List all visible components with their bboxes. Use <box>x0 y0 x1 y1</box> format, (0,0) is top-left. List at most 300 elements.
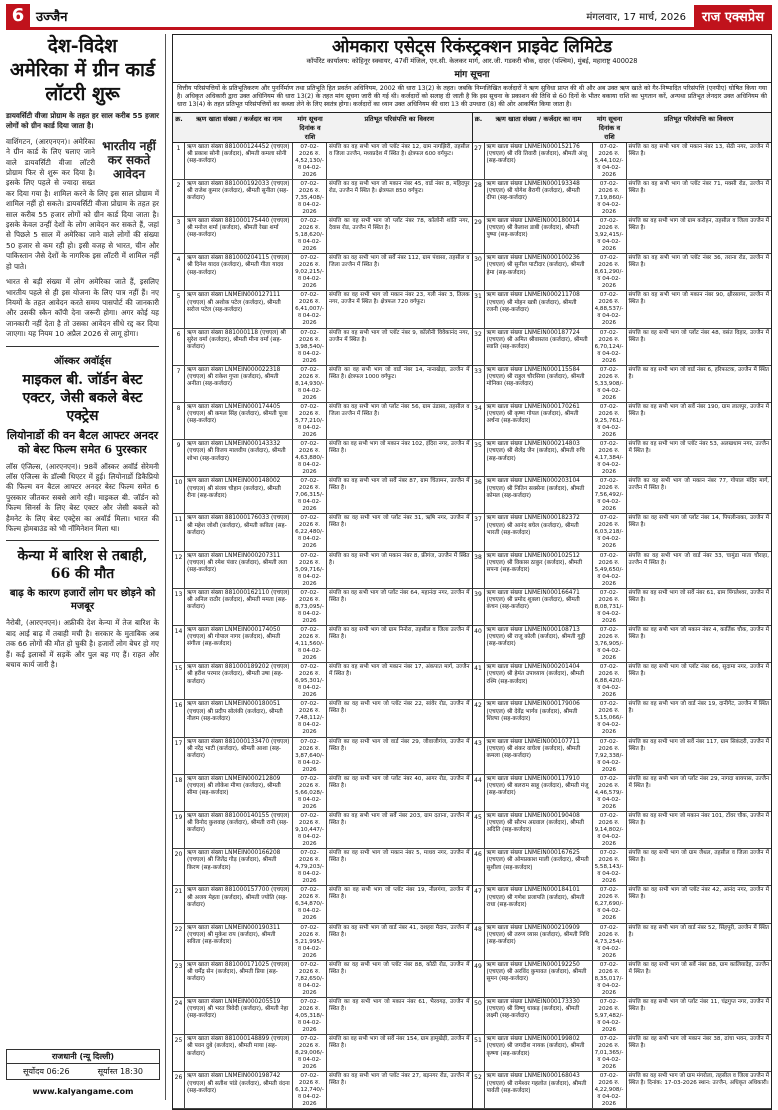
cell-desc: संपत्ति का वह सभी भाग जो मकान नंबर 23, गली नंबर 3, तिलक नगर, उज्जैन में स्थित है। क्षेत्रफल 720 वर्गफुट। <box>329 292 470 306</box>
city-name: उज्जैन <box>36 9 68 25</box>
cell-desc: संपत्ति का वह सभी भाग जो ग्राम निनोरा, तहसील व जिला उज्जैन में स्थित है। <box>329 627 470 641</box>
table-row <box>173 961 472 998</box>
cell-acc: ऋण खाता संख्या LNMEIN000115584 (एचएल) श्री राहुल चौरसिया (कर्जदार), श्रीमती मोनिका (सह-कर्जदार) <box>485 366 593 402</box>
section-kicker: देश-विदेश <box>47 35 118 57</box>
news-column <box>6 34 166 1100</box>
table-row <box>173 663 472 700</box>
cell-acc: ऋण खाता संख्या LNMEIN000102512 (एचएल) श्री विकास ठाकुर (कर्जदार), श्रीमती सपना (सह-कर्जदार) <box>485 552 593 588</box>
cell-acc: ऋण खाता संख्या 881000175440 (एचएल) श्री मनोज शर्मा (कर्जदार), श्रीमती रेखा शर्मा (सह-कर्जदार) <box>185 217 293 253</box>
cell-desc: संपत्ति का वह सभी भाग जो प्लॉट नंबर 78, कॉलोनी शांति नगर, देवास रोड, उज्जैन में स्थित है। <box>329 217 470 231</box>
story-greencard-text: वाशिंगटन, (आरएनएन)। अमेरिका ने ग्रीन कार्ड के लिए चलाए जाने वाले डायवर्सिटी वीजा लॉटरी प्रोग्राम फिर से शुरू कर दिया है। इसके लिए पहले से ज्यादा सख्त कर दिया गया है। शामिल करने के लिए इस साल प्रोग्राम में शामिल नहीं हो सकते। डायवर्सिटी वीजा प्रोग्राम के तहत हर साल करीब 55 हजार लोगों को ग्रीन कार्ड दिया जाता है। इसके केवल उन्हीं देशों के लोग आवेदन कर सकते हैं, जहां से पिछले 5 साल में अमेरिका जाने वाले लोगों की संख्या 50 हजार से कम रही हो। इसी वजह से भारत, चीन और पाकिस्तान जैसे देशों के नागरिक इस लॉटरी में शामिल नहीं हो पाते। <box>6 136 159 271</box>
cell-no: 10 <box>173 477 185 513</box>
cell-desc: संपत्ति का वह सभी भाग जो सर्वे नंबर 154, ग्राम हामूखेड़ी, उज्जैन में स्थित है। <box>329 1036 470 1050</box>
weather-box <box>6 1049 160 1080</box>
table-row <box>473 329 772 366</box>
table-row <box>173 329 472 366</box>
cell-acc: ऋण खाता संख्या LNMEIN000180051 (एचएल) श्री प्रदीप सोलंकी (कर्जदार), श्रीमती नीलम (सह-कर्जदार) <box>185 700 293 736</box>
header-no: क्र. <box>175 114 183 123</box>
cell-no: 27 <box>473 143 485 179</box>
cell-no: 12 <box>173 552 185 588</box>
table-row <box>473 143 772 180</box>
column-header <box>473 113 772 143</box>
cell-acc: ऋण खाता संख्या LNMEIN000173330 (एचएल) श्री विष्णु धाकड़ (कर्जदार), श्रीमती लक्ष्मी (सह-कर्जदार) <box>485 998 593 1034</box>
cell-no: 19 <box>173 812 185 848</box>
table-row <box>473 552 772 589</box>
cell-desc: संपत्ति का वह सभी भाग जो मकान नंबर 45, वार्ड नंबर 8, महिदपुर रोड, उज्जैन में स्थित है। क्षेत्रफल 850 वर्गफुट। <box>329 180 470 194</box>
table-row <box>173 700 472 737</box>
cell-desc: संपत्ति का वह सभी भाग जो प्लॉट नंबर 11, चंद्रगुप्त नगर, उज्जैन में स्थित है। <box>628 998 769 1012</box>
table-row <box>173 626 472 663</box>
cell-no: 39 <box>473 589 485 625</box>
issue-date: मंगलवार, 17 मार्च, 2026 <box>586 11 686 23</box>
cell-desc: संपत्ति का वह सभी भाग जो सर्वे नंबर 112, ग्राम पंवासा, तहसील व जिला उज्जैन में स्थित है। <box>329 255 470 269</box>
sunrise-time: सूर्योदय 06:26 <box>23 1067 70 1076</box>
header-account: ऋण खाता संख्या / कर्जदार का नाम <box>495 114 582 123</box>
table-row <box>473 514 772 551</box>
cell-acc: ऋण खाता संख्या LNMEIN000207311 (एचएल) श्री रमेश पंवार (कर्जदार), श्रीमती लता (सह-कर्जदार) <box>185 552 293 588</box>
cell-no: 26 <box>173 1072 185 1108</box>
table-row <box>473 812 772 849</box>
cell-date: 07-02-2026 रु. 5,21,995/- व 04-02-2026 <box>293 924 327 960</box>
cell-acc: ऋण खाता संख्या LNMEIN000190311 (एचएल) श्री मुकेश राय (कर्जदार), श्रीमती सविता (सह-कर्जदार) <box>185 924 293 960</box>
cell-date: 07-02-2026 रु. 9,10,447/- व 04-02-2026 <box>293 812 327 848</box>
cell-date: 07-02-2026 रु. 6,03,218/- व 04-02-2026 <box>593 514 627 550</box>
cell-date: 07-02-2026 रु. 8,14,930/- व 04-02-2026 <box>293 366 327 402</box>
cell-date: 07-02-2026 रु. 6,41,007/- व 04-02-2026 <box>293 291 327 327</box>
side-box: भारतीय नहीं कर सकते आवेदन <box>102 138 156 181</box>
table-row <box>173 1072 472 1109</box>
cell-acc: ऋण खाता संख्या LNMEIN000199802 (एचएल) श्री जगदीश नायक (कर्जदार), श्रीमती कृष्णा (सह-कर्जदार) <box>485 1035 593 1071</box>
cell-desc: संपत्ति का वह सभी भाग जो प्लॉट नंबर 56, ग्राम उंडासा, तहसील व जिला उज्जैन में स्थित है। <box>329 403 470 417</box>
cell-no: 44 <box>473 775 485 811</box>
cell-desc: संपत्ति का वह सभी भाग जो ग्राम मंगरोला, तहसील व जिला उज्जैन में स्थित है। दिनांक: 17-03-2026 स्थान: उज्जैन, अधिकृत अधिकारी। <box>628 1073 769 1087</box>
cell-desc: संपत्ति का वह सभी भाग जो वार्ड नंबर 52, सिंहपुरी, उज्जैन में स्थित है। <box>628 924 769 938</box>
table-row <box>473 886 772 923</box>
cell-desc: संपत्ति का वह सभी भाग जो मकान नंबर 77, गोपाल मंदिर मार्ग, उज्जैन में स्थित है। <box>628 478 769 492</box>
table-row <box>473 1072 772 1109</box>
cell-acc: ऋण खाता संख्या LNMEIN000210909 (एचएल) श्री तरुण व्यास (कर्जदार), श्रीमती निधि (सह-कर्जदार) <box>485 924 593 960</box>
cell-acc: ऋण खाता संख्या LNMEIN000166208 (एचएल) श्री जितेंद्र गौड़ (कर्जदार), श्रीमती किरण (सह-कर्जदार) <box>185 849 293 885</box>
cell-acc: ऋण खाता संख्या 881000162110 (एचएल) श्री अनिल राठौर (कर्जदार), श्रीमती ममता (सह-कर्जदार) <box>185 589 293 625</box>
table-row <box>473 440 772 477</box>
cell-acc: ऋण खाता संख्या 881000140155 (एचएल) श्री विनोद कुशवाह (कर्जदार), श्रीमती रानी (सह-कर्जदार) <box>185 812 293 848</box>
cell-acc: ऋण खाता संख्या LNMEIN000190408 (एचएल) श्री सौरभ अग्रवाल (कर्जदार), श्रीमती अदिति (सह-कर्जदार) <box>485 812 593 848</box>
cell-date: 07-02-2026 रु. 3,98,540/- व 04-02-2026 <box>293 329 327 365</box>
cell-date: 07-02-2026 रु. 4,52,130/- व 04-02-2026 <box>293 143 327 179</box>
cell-date: 07-02-2026 रु. 4,63,880/- व 04-02-2026 <box>293 440 327 476</box>
cell-no: 51 <box>473 1035 485 1071</box>
cell-desc: संपत्ति का वह सभी भाग जो प्लॉट नंबर 66, सुदामा नगर, उज्जैन में स्थित है। <box>628 664 769 678</box>
table-row <box>473 775 772 812</box>
cell-no: 52 <box>473 1072 485 1108</box>
cell-date: 07-02-2026 रु. 7,82,650/- व 04-02-2026 <box>293 961 327 997</box>
cell-acc: ऋण खाता संख्या 881000133470 (एचएल) श्री नरेंद्र भाटी (कर्जदार), श्रीमती आशा (सह-कर्जदार) <box>185 738 293 774</box>
table-row <box>473 217 772 254</box>
cell-no: 16 <box>173 700 185 736</box>
cell-date: 07-02-2026 रु. 4,79,203/- व 04-02-2026 <box>293 849 327 885</box>
cell-no: 6 <box>173 329 185 365</box>
cell-date: 07-02-2026 रु. 4,17,384/- व 04-02-2026 <box>593 440 627 476</box>
cell-date: 07-02-2026 रु. 7,19,860/- व 04-02-2026 <box>593 180 627 216</box>
cell-date: 07-02-2026 रु. 4,05,318/- व 04-02-2026 <box>293 998 327 1034</box>
cell-no: 31 <box>473 291 485 327</box>
cell-no: 17 <box>173 738 185 774</box>
headline-greencard: अमेरिका में ग्रीन कार्ड लॉटरी शुरू <box>9 59 156 105</box>
cell-date: 07-02-2026 रु. 3,76,905/- व 04-02-2026 <box>593 626 627 662</box>
cell-date: 07-02-2026 रु. 4,46,579/- व 04-02-2026 <box>593 775 627 811</box>
cell-desc: संपत्ति का वह सभी भाग जो सर्वे नंबर 117, ग्राम सिकंदरी, उज्जैन में स्थित है। <box>628 738 769 752</box>
cell-date: 07-02-2026 रु. 8,29,006/- व 04-02-2026 <box>293 1035 327 1071</box>
table-row <box>173 886 472 923</box>
cell-no: 15 <box>173 663 185 699</box>
cell-acc: ऋण खाता संख्या LNMEIN000192250 (एचएल) श्री अरविंद कुमावत (कर्जदार), श्रीमती सुमन (सह-कर्जदार) <box>485 961 593 997</box>
table-row <box>173 924 472 961</box>
cell-no: 40 <box>473 626 485 662</box>
rows-left <box>173 143 472 1110</box>
cell-no: 23 <box>173 961 185 997</box>
cell-date: 07-02-2026 रु. 6,12,740/- व 04-02-2026 <box>293 1072 327 1108</box>
table-row <box>473 738 772 775</box>
cell-desc: संपत्ति का वह सभी भाग जो सर्वे नंबर 87, ग्राम चिंतामन, उज्जैन में स्थित है। <box>329 478 470 492</box>
cell-desc: संपत्ति का वह सभी भाग जो मकान नंबर 17, अंकपात मार्ग, उज्जैन में स्थित है। <box>329 664 470 678</box>
cell-acc: ऋण खाता संख्या 881000176033 (एचएल) श्री महेश जोशी (कर्जदार), श्रीमती कविता (सह-कर्जदार) <box>185 514 293 550</box>
cell-date: 07-02-2026 रु. 4,73,254/- व 04-02-2026 <box>593 924 627 960</box>
cell-no: 50 <box>473 998 485 1034</box>
cell-no: 9 <box>173 440 185 476</box>
cell-acc: ऋण खाता संख्या LNMEIN000211708 (एचएल) श्री मोहन खत्री (कर्जदार), श्रीमती रजनी (सह-कर्जदार) <box>485 291 593 327</box>
cell-acc: ऋण खाता संख्या 881000118 (एचएल) श्री सुरेश वर्मा (कर्जदार), श्रीमती मीना वर्मा (सह-कर्जदार) <box>185 329 293 365</box>
cell-no: 1 <box>173 143 185 179</box>
header-account: ऋण खाता संख्या / कर्जदार का नाम <box>196 114 282 123</box>
cell-date: 07-02-2026 रु. 6,27,690/- व 04-02-2026 <box>593 886 627 922</box>
cell-desc: संपत्ति का वह सभी भाग जो सर्वे नंबर 88, ग्राम कालियादेह, उज्जैन में स्थित है। <box>628 961 769 975</box>
cell-no: 4 <box>173 254 185 290</box>
cell-acc: ऋण खाता संख्या LNMEIN000201404 (एचएल) श्री हेमंत उपाध्याय (कर्जदार), श्रीमती रश्मि (सह-कर्जदार) <box>485 663 593 699</box>
table-row <box>473 924 772 961</box>
cell-date: 07-02-2026 रु. 8,61,290/- व 04-02-2026 <box>593 254 627 290</box>
cell-desc: संपत्ति का वह सभी भाग जो सर्वे नंबर 190, ग्राम लालपुर, उज्जैन में स्थित है। <box>628 403 769 417</box>
cell-acc: ऋण खाता संख्या 881000189202 (एचएल) श्री हरीश परमार (कर्जदार), श्रीमती उषा (सह-कर्जदार) <box>185 663 293 699</box>
weather-title: राजधानी (न्यू दिल्ली) <box>7 1050 159 1064</box>
cell-acc: ऋण खाता संख्या LNMEIN000100236 (एचएल) श्री सुनील पाटीदार (कर्जदार), श्रीमती हेमा (सह-कर्जदार) <box>485 254 593 290</box>
section-tag-oscar: ऑस्कर अवॉर्ड्स <box>53 355 112 367</box>
notice-column-left <box>172 113 473 1110</box>
cell-desc: संपत्ति का वह सभी भाग जो प्लॉट नंबर 12, ग्राम नागझिरी, तहसील व जिला उज्जैन, मध्यप्रदेश में स्थित है। क्षेत्रफल 600 वर्गफुट। <box>329 143 470 157</box>
newspaper-brand: राज एक्सप्रेस <box>694 5 772 27</box>
table-row <box>173 217 472 254</box>
table-row <box>473 961 772 998</box>
table-row <box>173 738 472 775</box>
subhead-oscar: लियोनार्डो की वन बैटल आफ्टर अनदर को बेस्ट फिल्म समेत 6 पुरस्कार <box>6 428 159 456</box>
cell-desc: संपत्ति का वह सभी भाग जो ग्राम जैथल, तहसील व जिला उज्जैन में स्थित है। <box>628 850 769 864</box>
cell-no: 42 <box>473 700 485 736</box>
divider <box>6 540 159 541</box>
cell-desc: संपत्ति का वह सभी भाग जो मकान नंबर 8, फ्रीगंज, उज्जैन में स्थित है। <box>329 552 470 566</box>
notice-column-right <box>473 113 773 1110</box>
cell-no: 22 <box>173 924 185 960</box>
cell-acc: ऋण खाता संख्या LNMEIN000205519 (एचएल) श्री भरत त्रिवेदी (कर्जदार), श्रीमती नेहा (सह-कर्जदार) <box>185 998 293 1034</box>
cell-date: 07-02-2026 रु. 7,01,365/- व 04-02-2026 <box>593 1035 627 1071</box>
cell-acc: ऋण खाता संख्या LNMEIN000127111 (एचएल) श्री अशोक पटेल (कर्जदार), श्रीमती सरोज पटेल (सह-कर्जदार) <box>185 291 293 327</box>
cell-date: 07-02-2026 रु. 6,95,301/- व 04-02-2026 <box>293 663 327 699</box>
notice-intro: वित्तीय परिसंपत्तियों के प्रतिभूतिकरण और पुनर्निर्माण तथा प्रतिभूति हित प्रवर्तन अधिनियम, 2002 की धारा 13(2) के तहत। जबकि निम्नलिखित कर्जदारों ने ऋण सुविधा प्राप्त की थी और अब उक्त ऋण खाते को गैर-निष्पादित परिसंपत्ति (एनपीए) घोषित किया गया है। अधिकृत अधिकारी द्वारा उक्त अधिनियम की धारा 13(2) के तहत मांग सूचना जारी की गई थी। कर्जदारों को सलाह दी जाती है कि इस सूचना के प्रकाशन की तिथि से 60 दिनों के भीतर बकाया राशि का भुगतान करें, अन्यथा प्रतिभूत लेनदार उक्त अधिनियम की धारा 13(4) के तहत प्रतिभूत परिसंपत्तियों का कब्जा लेने के लिए स्वतंत्र होगा। कर्जदारों का ध्यान उक्त अधिनियम की धारा 13 की उपधारा (8) की ओर आकर्षित किया जाता है। <box>172 83 772 113</box>
cell-desc: संपत्ति का वह सभी भाग जो ग्राम करोहन, तहसील व जिला उज्जैन में स्थित है। <box>628 217 769 231</box>
cell-date: 07-02-2026 रु. 6,34,870/- व 04-02-2026 <box>293 886 327 922</box>
cell-date: 07-02-2026 रु. 9,02,215/- व 04-02-2026 <box>293 254 327 290</box>
table-row <box>173 849 472 886</box>
cell-desc: संपत्ति का वह सभी भाग जो सर्वे नंबर 61, ग्राम पिंगलेश्वर, उज्जैन में स्थित है। <box>628 589 769 603</box>
cell-date: 07-02-2026 रु. 5,09,716/- व 04-02-2026 <box>293 552 327 588</box>
table-row <box>173 775 472 812</box>
cell-no: 11 <box>173 514 185 550</box>
company-name: ओमकारा एसेट्स रिकंस्ट्रक्शन प्राइवेट लिमिटेड <box>331 37 613 57</box>
cell-date: 07-02-2026 रु. 4,22,908/- व 04-02-2026 <box>593 1072 627 1108</box>
cell-date: 07-02-2026 रु. 7,06,315/- व 04-02-2026 <box>293 477 327 513</box>
table-row <box>473 403 772 440</box>
subhead-greencard: डायवर्सिटी वीजा प्रोग्राम के तहत हर साल करीब 55 हजार लोगों को ग्रीन कार्ड दिया जाता है। <box>6 111 159 131</box>
cell-no: 36 <box>473 477 485 513</box>
rows-right <box>473 143 772 1110</box>
table-row <box>173 514 472 551</box>
cell-date: 07-02-2026 रु. 5,77,210/- व 04-02-2026 <box>293 403 327 439</box>
cell-acc: ऋण खाता संख्या LNMEIN000212809 (एचएल) श्री लोकेश मीणा (कर्जदार), श्रीमती सीमा (सह-कर्जदार) <box>185 775 293 811</box>
cell-acc: ऋण खाता संख्या 881000148899 (एचएल) श्री पवन दुबे (कर्जदार), श्रीमती माया (सह-कर्जदार) <box>185 1035 293 1071</box>
cell-desc: संपत्ति का वह सभी भाग जो प्लॉट नंबर 14, पिपलीनाका, उज्जैन में स्थित है। <box>628 515 769 529</box>
table-row <box>173 291 472 328</box>
cell-date: 07-02-2026 रु. 3,87,640/- व 04-02-2026 <box>293 738 327 774</box>
cell-no: 8 <box>173 403 185 439</box>
cell-desc: संपत्ति का वह सभी भाग जो मकान नंबर 101, टॉवर चौक, उज्जैन में स्थित है। <box>628 812 769 826</box>
cell-date: 07-02-2026 रु. 7,35,408/- व 04-02-2026 <box>293 180 327 216</box>
table-row <box>473 663 772 700</box>
cell-acc: ऋण खाता संख्या LNMEIN000174050 (एचएल) श्री गोपाल नागर (कर्जदार), श्रीमती संगीता (सह-कर्जदार) <box>185 626 293 662</box>
cell-no: 29 <box>473 217 485 253</box>
cell-no: 7 <box>173 366 185 402</box>
cell-date: 07-02-2026 रु. 9,25,761/- व 04-02-2026 <box>593 403 627 439</box>
cell-desc: संपत्ति का वह सभी भाग जो प्लॉट नंबर 48, वसंत विहार, उज्जैन में स्थित है। <box>628 329 769 343</box>
cell-acc: ऋण खाता संख्या LNMEIN000143332 (एचएल) श्री विजय मालवीय (कर्जदार), श्रीमती शोभा (सह-कर्जदार) <box>185 440 293 476</box>
cell-desc: संपत्ति का वह सभी भाग जो वार्ड नंबर 41, दशहरा मैदान, उज्जैन में स्थित है। <box>329 924 470 938</box>
cell-date: 07-02-2026 रु. 4,88,537/- व 04-02-2026 <box>593 291 627 327</box>
cell-acc: ऋण खाता संख्या LNMEIN000184101 (एचएल) श्री गणेश प्रजापति (कर्जदार), श्रीमती राधा (सह-कर्जदार) <box>485 886 593 922</box>
cell-desc: संपत्ति का वह सभी भाग जो प्लॉट नंबर 29, नागदा बायपास, उज्जैन में स्थित है। <box>628 775 769 789</box>
table-row <box>473 626 772 663</box>
story-greencard-cont: भारत से बड़ी संख्या में लोग अमेरिका जाते हैं, इसलिए भारतीय पहले से ही इस योजना के लिए पात्र नहीं हैं। नए नियमों के तहत आवेदन करते समय पासपोर्ट की जानकारी और उसकी स्कैन कॉपी देना जरूरी होगा। अगर कोई यह जानकारी नहीं देता है तो उसका आवेदन सीधे रद्द कर दिया जाएगा। यह नियम 10 अप्रैल 2026 से लागू होगा। <box>6 277 159 339</box>
cell-desc: संपत्ति का वह सभी भाग जो वार्ड नंबर 6, हरिफाटक, उज्जैन में स्थित है। <box>628 366 769 380</box>
cell-desc: संपत्ति का वह सभी भाग जो प्लॉट नंबर 40, आगर रोड, उज्जैन में स्थित है। <box>329 775 470 789</box>
cell-acc: ऋण खाता संख्या 881000157700 (एचएल) श्री अजय मेहता (कर्जदार), श्रीमती ज्योति (सह-कर्जदार) <box>185 886 293 922</box>
cell-no: 21 <box>173 886 185 922</box>
notice-title: मांग सूचना <box>454 70 490 80</box>
header-date: मांग सूचना दिनांक व राशि <box>596 114 623 141</box>
cell-acc: ऋण खाता संख्या LNMEIN000148002 (एचएल) श्री संजय चौहान (कर्जदार), श्रीमती रीना (सह-कर्जदार) <box>185 477 293 513</box>
cell-desc: संपत्ति का वह सभी भाग जो प्लॉट नंबर 64, महानंदा नगर, उज्जैन में स्थित है। <box>329 589 470 603</box>
cell-desc: संपत्ति का वह सभी भाग जो प्लॉट नंबर 71, मक्सी रोड, उज्जैन में स्थित है। <box>628 180 769 194</box>
cell-date: 07-02-2026 रु. 5,58,143/- व 04-02-2026 <box>593 849 627 885</box>
cell-no: 37 <box>473 514 485 550</box>
cell-desc: संपत्ति का वह सभी भाग जो मकान नंबर 90, क्षीरसागर, उज्जैन में स्थित है। <box>628 292 769 306</box>
cell-date: 07-02-2026 रु. 6,22,480/- व 04-02-2026 <box>293 514 327 550</box>
cell-acc: ऋण खाता संख्या LNMEIN000022318 (एचएल) श्री राकेश गुप्ता (कर्जदार), श्रीमती अनीता (सह-कर्जदार) <box>185 366 293 402</box>
cell-no: 14 <box>173 626 185 662</box>
cell-no: 38 <box>473 552 485 588</box>
cell-acc: ऋण खाता संख्या LNMEIN000108713 (एचएल) श्री राजू कोली (कर्जदार), श्रीमती गुड्डी (सह-कर्जदार) <box>485 626 593 662</box>
cell-acc: ऋण खाता संख्या LNMEIN000193348 (एचएल) श्री योगेश बैरागी (कर्जदार), श्रीमती दीपा (सह-कर्जदार) <box>485 180 593 216</box>
cell-no: 28 <box>473 180 485 216</box>
cell-desc: संपत्ति का वह सभी भाग जो मकान नंबर 13, सेठी नगर, उज्जैन में स्थित है। <box>628 143 769 157</box>
cell-acc: ऋण खाता संख्या LNMEIN000179006 (एचएल) श्री देवेंद्र भार्गव (कर्जदार), श्रीमती शिल्पा (सह-कर्जदार) <box>485 700 593 736</box>
cell-date: 07-02-2026 रु. 3,92,415/- व 04-02-2026 <box>593 217 627 253</box>
cell-acc: ऋण खाता संख्या LNMEIN000182372 (एचएल) श्री आनंद बघेल (कर्जदार), श्रीमती भारती (सह-कर्जदार) <box>485 514 593 550</box>
cell-acc: ऋण खाता संख्या LNMEIN000166471 (एचएल) श्री प्रमोद शुक्ला (कर्जदार), श्रीमती कंचन (सह-कर्जदार) <box>485 589 593 625</box>
cell-date: 07-02-2026 रु. 7,48,112/- व 04-02-2026 <box>293 700 327 736</box>
table-row <box>473 254 772 291</box>
cell-acc: ऋण खाता संख्या LNMEIN000168043 (एचएल) श्री रामेश्वर गहलोत (कर्जदार), श्रीमती पार्वती (सह-कर्जदार) <box>485 1072 593 1108</box>
table-row <box>173 403 472 440</box>
cell-desc: संपत्ति का वह सभी भाग जो प्लॉट नंबर 31, ऋषि नगर, उज्जैन में स्थित है। <box>329 515 470 529</box>
subhead-kenya: बाढ़ के कारण हजारों लोग घर छोड़ने को मजबूर <box>9 588 156 613</box>
table-row <box>473 180 772 217</box>
cell-acc: ऋण खाता संख्या LNMEIN000180014 (एचएल) श्री कैलाश डाबी (कर्जदार), श्रीमती पुष्पा (सह-कर्जदार) <box>485 217 593 253</box>
cell-no: 25 <box>173 1035 185 1071</box>
headline-oscar: माइकल बी. जॉर्डन बेस्ट एक्टर, जेसी बकले बेस्ट एक्ट्रेस <box>22 371 143 424</box>
cell-desc: संपत्ति का वह सभी भाग जो मकान नंबर 5, माधव नगर, उज्जैन में स्थित है। <box>329 850 470 864</box>
sunset-time: सूर्यास्त 18:30 <box>97 1067 143 1076</box>
cell-no: 49 <box>473 961 485 997</box>
cell-acc: ऋण खाता संख्या LNMEIN000174405 (एचएल) श्री कमल सिंह (कर्जदार), श्रीमती पूजा (सह-कर्जदार) <box>185 403 293 439</box>
cell-desc: संपत्ति का वह सभी भाग जो मकान नंबर 38, ढांचा भवन, उज्जैन में स्थित है। <box>628 1036 769 1050</box>
cell-date: 07-02-2026 रु. 4,11,560/- व 04-02-2026 <box>293 626 327 662</box>
cell-acc: ऋण खाता संख्या LNMEIN000198742 (एचएल) श्री सतीश पांडे (कर्जदार), श्रीमती वंदना (सह-कर्जदार) <box>185 1072 293 1108</box>
cell-acc: ऋण खाता संख्या LNMEIN000214803 (एचएल) श्री शैलेंद्र जैन (कर्जदार), श्रीमती रुचि (सह-कर्जदार) <box>485 440 593 476</box>
cell-acc: ऋण खाता संख्या 881000204115 (एचएल) श्री दिनेश यादव (कर्जदार), श्रीमती गीता यादव (सह-कर्जदार) <box>185 254 293 290</box>
table-row <box>173 589 472 626</box>
story-kenya: नैरोबी, (आरएनएन)। अफ्रीकी देश केन्या में तेज बारिश के बाद आई बाढ़ में तबाही मची है। सरकार के मुताबिक अब तक 66 लोगों की मौत हो चुकी है। हजारों लोग बेघर हो गए हैं। कई इलाकों में सड़कें और पुल बह गए हैं। राहत और बचाव कार्य जारी है। <box>6 618 159 669</box>
table-row <box>473 366 772 403</box>
cell-no: 47 <box>473 886 485 922</box>
cell-date: 07-02-2026 रु. 8,35,017/- व 04-02-2026 <box>593 961 627 997</box>
cell-date: 07-02-2026 रु. 7,56,492/- व 04-02-2026 <box>593 477 627 513</box>
cell-no: 20 <box>173 849 185 885</box>
cell-desc: संपत्ति का वह सभी भाग जो प्लॉट नंबर 27, बड़नगर रोड, उज्जैन में स्थित है। <box>329 1073 470 1087</box>
table-row <box>173 552 472 589</box>
cell-date: 07-02-2026 रु. 5,33,908/- व 04-02-2026 <box>593 366 627 402</box>
cell-no: 30 <box>473 254 485 290</box>
cell-no: 41 <box>473 663 485 699</box>
cell-desc: संपत्ति का वह सभी भाग जो प्लॉट नंबर 22, सांवेर रोड, उज्जैन में स्थित है। <box>329 701 470 715</box>
headline-kenya: केन्या में बारिश से तबाही, 66 की मौत <box>17 548 148 583</box>
cell-date: 07-02-2026 रु. 8,08,731/- व 04-02-2026 <box>593 589 627 625</box>
header-no: क्र. <box>474 114 483 123</box>
cell-desc: संपत्ति का वह सभी भाग जो मकान नंबर 102, इंदिरा नगर, उज्जैन में स्थित है। <box>329 441 470 455</box>
cell-desc: संपत्ति का वह सभी भाग जो सर्वे नंबर 203, ग्राम दताना, उज्जैन में स्थित है। <box>329 812 470 826</box>
cell-acc: ऋण खाता संख्या LNMEIN000107711 (एचएल) श्री शंकर वाघेला (कर्जदार), श्रीमती कमला (सह-कर्जदार) <box>485 738 593 774</box>
cell-no: 3 <box>173 217 185 253</box>
website-link[interactable]: www.kalyangame.com <box>32 1087 134 1096</box>
cell-no: 32 <box>473 329 485 365</box>
cell-date: 07-02-2026 रु. 5,49,650/- व 04-02-2026 <box>593 552 627 588</box>
cell-desc: संपत्ति का वह सभी भाग जो मकान नंबर 4, कार्तिक चौक, उज्जैन में स्थित है। <box>628 627 769 641</box>
cell-acc: ऋण खाता संख्या 881000171025 (एचएल) श्री धर्मेंद्र सेन (कर्जदार), श्रीमती प्रिया (सह-कर्जदार) <box>185 961 293 997</box>
header-date: मांग सूचना दिनांक व राशि <box>297 114 323 141</box>
demand-notice <box>172 34 772 1108</box>
cell-no: 43 <box>473 738 485 774</box>
page-number: 6 <box>6 4 30 28</box>
table-row <box>173 180 472 217</box>
cell-desc: संपत्ति का वह सभी भाग जो प्लॉट नंबर 53, अलखधाम नगर, उज्जैन में स्थित है। <box>628 441 769 455</box>
table-row <box>473 477 772 514</box>
cell-no: 48 <box>473 924 485 960</box>
cell-desc: संपत्ति का वह सभी भाग जो वार्ड नंबर 14, नानाखेड़ा, उज्जैन में स्थित है। क्षेत्रफल 1000 वर्गफुट। <box>329 366 470 380</box>
cell-desc: संपत्ति का वह सभी भाग जो वार्ड नंबर 19, दानीगेट, उज्जैन में स्थित है। <box>628 701 769 715</box>
cell-acc: ऋण खाता संख्या LNMEIN000167625 (एचएल) श्री ओमप्रकाश माली (कर्जदार), श्रीमती सुशीला (सह-कर्जदार) <box>485 849 593 885</box>
cell-no: 13 <box>173 589 185 625</box>
story-greencard <box>6 137 159 272</box>
cell-date: 07-02-2026 रु. 6,70,124/- व 04-02-2026 <box>593 329 627 365</box>
table-row <box>473 700 772 737</box>
cell-desc: संपत्ति का वह सभी भाग जो मकान नंबर 61, भैरवगढ़, उज्जैन में स्थित है। <box>329 998 470 1012</box>
table-row <box>173 1035 472 1072</box>
header-description: प्रतिभूत परिसंपत्ति का विवरण <box>364 114 434 123</box>
cell-desc: संपत्ति का वह सभी भाग जो प्लॉट नंबर 36, तराना रोड, उज्जैन में स्थित है। <box>628 255 769 269</box>
cell-desc: संपत्ति का वह सभी भाग जो प्लॉट नंबर 88, कोठी रोड, उज्जैन में स्थित है। <box>329 961 470 975</box>
page-header <box>6 4 772 30</box>
cell-no: 18 <box>173 775 185 811</box>
table-row <box>473 998 772 1035</box>
table-row <box>173 998 472 1035</box>
table-row <box>473 291 772 328</box>
story-oscar: लॉस एंजिल्स, (आरएनएन)। 98वें ऑस्कर अवॉर्ड सेरेमनी लॉस एंजिल्स के डॉल्बी थिएटर में हुई। लियोनार्डो डिकैप्रियो की फिल्म वन बैटल आफ्टर अनदर बेस्ट फिल्म समेत 6 पुरस्कार जीतकर सबसे आगे रही। माइकल बी. जॉर्डन को फिल्म सिनर्स के लिए बेस्ट एक्टर और जेसी बकले को हैमनेट के लिए बेस्ट एक्ट्रेस का अवॉर्ड मिला। भारत की फिल्म होमबाउंड को भी नॉमिनेशन मिला था। <box>6 461 159 533</box>
cell-no: 5 <box>173 291 185 327</box>
notice-header <box>172 34 772 83</box>
table-row <box>173 366 472 403</box>
table-row <box>473 1035 772 1072</box>
cell-no: 46 <box>473 849 485 885</box>
cell-desc: संपत्ति का वह सभी भाग जो प्लॉट नंबर 19, नीलगंगा, उज्जैन में स्थित है। <box>329 887 470 901</box>
cell-acc: ऋण खाता संख्या LNMEIN000203104 (एचएल) श्री नितिन सक्सेना (कर्जदार), श्रीमती कोमल (सह-कर्जदार) <box>485 477 593 513</box>
table-row <box>173 812 472 849</box>
cell-acc: ऋण खाता संख्या LNMEIN000187724 (एचएल) श्री अमित श्रीवास्तव (कर्जदार), श्रीमती स्वाति (सह-कर्जदार) <box>485 329 593 365</box>
cell-acc: ऋण खाता संख्या LNMEIN000117910 (एचएल) श्री बलराम साहू (कर्जदार), श्रीमती मंजू (सह-कर्जदार) <box>485 775 593 811</box>
cell-desc: संपत्ति का वह सभी भाग जो वार्ड नंबर 29, जीवाजीगंज, उज्जैन में स्थित है। <box>329 738 470 752</box>
cell-desc: संपत्ति का वह सभी भाग जो प्लॉट नंबर 9, कॉलोनी विवेकानंद नगर, उज्जैन में स्थित है। <box>329 329 470 343</box>
cell-no: 45 <box>473 812 485 848</box>
cell-desc: संपत्ति का वह सभी भाग जो वार्ड नंबर 33, चामुंडा माता चौराहा, उज्जैन में स्थित है। <box>628 552 769 566</box>
table-row <box>173 440 472 477</box>
table-row <box>473 589 772 626</box>
company-address: कॉर्पोरेट कार्यालय: कोहिनूर स्क्वायर, 47वीं मंजिल, एन.सी. केलकर मार्ग, आर.जी. गडकरी चौक, दादर (पश्चिम), मुंबई, महाराष्ट्र 400028 <box>306 57 638 65</box>
divider <box>6 346 159 347</box>
cell-date: 07-02-2026 रु. 5,18,620/- व 04-02-2026 <box>293 217 327 253</box>
cell-date: 07-02-2026 रु. 5,97,482/- व 04-02-2026 <box>593 998 627 1034</box>
cell-date: 07-02-2026 रु. 5,66,028/- व 04-02-2026 <box>293 775 327 811</box>
cell-acc: ऋण खाता संख्या 881000124452 (एचएल) श्री प्रकाश सोनी (कर्जदार), श्रीमती कमला सोनी (सह-कर्जदार) <box>185 143 293 179</box>
cell-date: 07-02-2026 रु. 9,14,802/- व 04-02-2026 <box>593 812 627 848</box>
cell-desc: संपत्ति का वह सभी भाग जो प्लॉट नंबर 42, आनंद नगर, उज्जैन में स्थित है। <box>628 887 769 901</box>
cell-acc: ऋण खाता संख्या LNMEIN000170261 (एचएल) श्री कृष्ण गोयल (कर्जदार), श्रीमती अर्चना (सह-कर्जदार) <box>485 403 593 439</box>
header-description: प्रतिभूत परिसंपत्ति का विवरण <box>664 114 734 123</box>
cell-no: 35 <box>473 440 485 476</box>
table-row <box>173 254 472 291</box>
cell-acc: ऋण खाता संख्या 881000192033 (एचएल) श्री राजेश कुमार (कर्जदार), श्रीमती सुनीता (सह-कर्जदार) <box>185 180 293 216</box>
table-row <box>173 143 472 180</box>
cell-date: 07-02-2026 रु. 6,88,420/- व 04-02-2026 <box>593 663 627 699</box>
cell-no: 33 <box>473 366 485 402</box>
column-header <box>173 113 472 143</box>
cell-no: 2 <box>173 180 185 216</box>
cell-date: 07-02-2026 रु. 5,44,102/- व 04-02-2026 <box>593 143 627 179</box>
cell-date: 07-02-2026 रु. 7,92,338/- व 04-02-2026 <box>593 738 627 774</box>
